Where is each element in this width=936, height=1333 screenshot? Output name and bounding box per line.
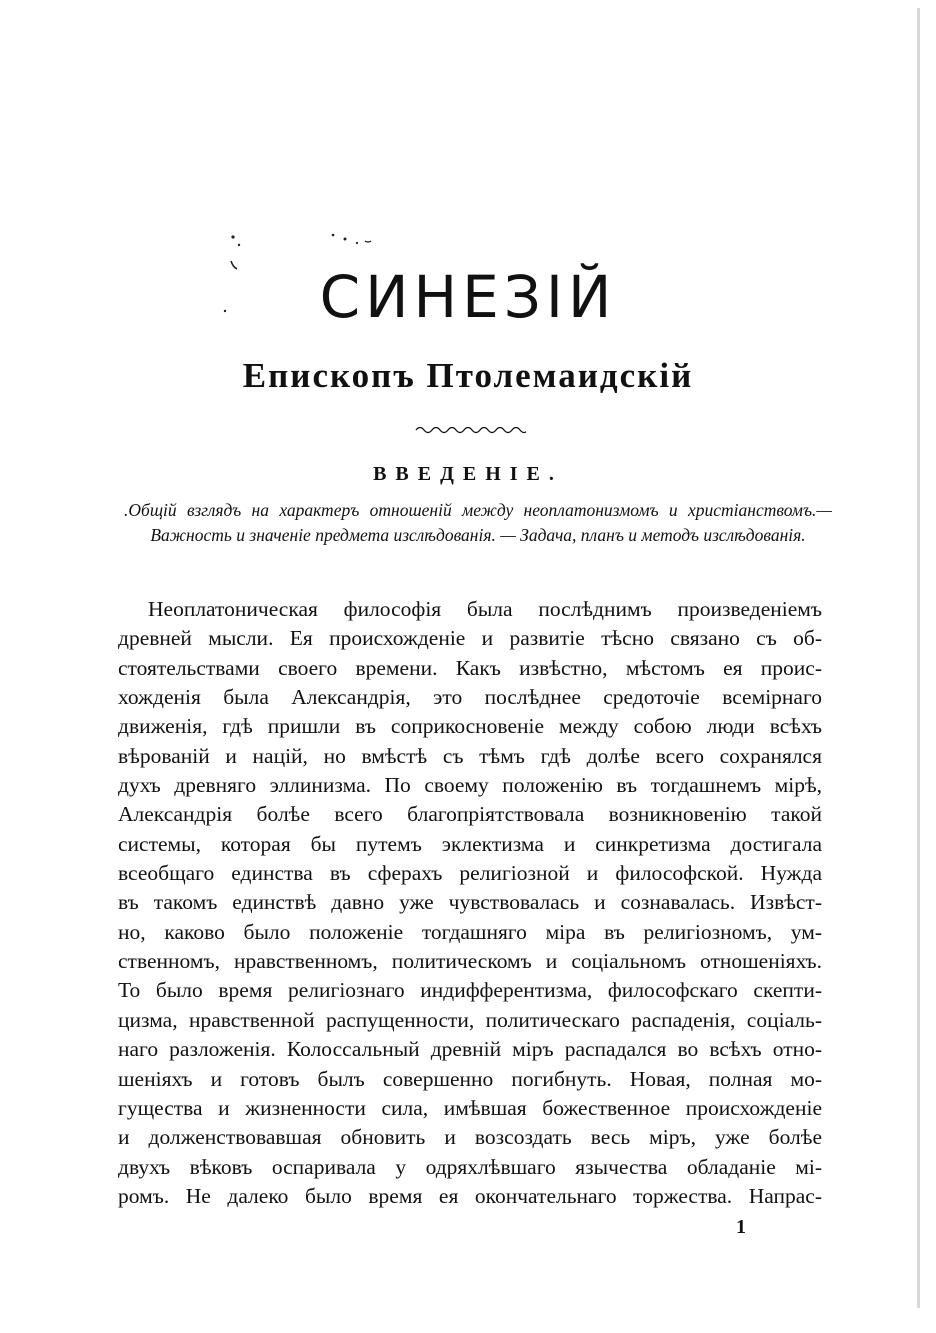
text-line: ственномъ, нравственномъ, политическомъ и соцiальномъ отношенiяхъ. (118, 949, 822, 974)
speck (356, 242, 358, 244)
chapter-summary: .Общiй взглядъ на характеръ отношенiй между неоплатонизмомъ и христiанствомъ.—Важность и значенiе предмета изслѣдованiя. — Задача, планъ и методъ изслѣдованiя. (124, 500, 832, 545)
book-title: СИНЕЗIЙ (319, 263, 617, 331)
speck (344, 238, 347, 241)
text-line: шенiяхъ и готовъ былъ совершенно погибнуть. Новая, полная мо- (118, 1066, 822, 1091)
text-line: стоятельствами своего времени. Какъ извѣстно, мѣстомъ ея проис- (118, 655, 822, 680)
text-line: двухъ вѣковъ оспаривала у одряхлѣвшаго язычества обладанiе мi- (118, 1154, 822, 1179)
section-heading: ВВЕДЕНIЕ. (373, 463, 563, 485)
body-paragraph (118, 595, 822, 1211)
text-line: То было время религiознаго индифферентизма, философскаго скепти- (118, 978, 822, 1003)
text-line: всеобщаго единства въ сферахъ религiозной и философской. Нужда (118, 861, 822, 886)
text-line: гущества и жизненности сила, имѣвшая божественное происхожденiе (118, 1095, 822, 1120)
text-line: вѣрованiй и нацiй, но вмѣстѣ съ тѣмъ гдѣ долѣе всего сохранялся (118, 743, 822, 768)
text-line: хожденiя была Александрiя, это послѣднее средоточiе всемiрнаго (118, 685, 822, 710)
text-line: движенiя, гдѣ пришли въ соприкосновенiе между собою люди всѣхъ (118, 714, 822, 739)
speck (238, 244, 240, 246)
text-line: но, каково было положенiе тогдашняго мiра въ религiозномъ, ум- (118, 919, 822, 944)
text-line: Неоплатоническая философiя была послѣднимъ произведенiемъ (148, 597, 822, 621)
page-number: 1 (736, 1216, 746, 1238)
text-line: ромъ. Не далеко было время ея окончательнаго торжества. Напрас- (118, 1183, 822, 1208)
text-line: и долженствовавшая обновить и возсоздать весь мiръ, уже болѣе (118, 1125, 822, 1150)
speck (231, 235, 234, 238)
speck (365, 241, 371, 242)
text-line: Александрiя болѣе всего благопрiятствовала возникновенiю такой (118, 802, 822, 827)
wavy-divider-ornament (414, 424, 526, 436)
text-line: наго разложенiя. Колоссальный древнiй мiръ распадался во всѣхъ отно- (118, 1037, 822, 1062)
text-line: древней мысли. Ея происхожденiе и развитiе тѣсно связано съ об- (118, 626, 822, 651)
text-line: цизма, нравственной распущенности, политическаго распаденiя, соцiаль- (118, 1007, 822, 1032)
text-line: духъ древняго эллинизма. По своему положенiю въ тогдашнемъ мiрѣ, (118, 773, 822, 798)
book-subtitle: Епископъ Птолемаидскiй (242, 356, 694, 395)
speck (332, 234, 335, 237)
text-line: системы, которая бы путемъ эклектизма и синкретизма достигала (118, 831, 822, 856)
scan-edge (917, 8, 920, 1308)
text-line: въ такомъ единствѣ давно уже чувствовалась и сознавалась. Извѣст- (118, 890, 822, 915)
